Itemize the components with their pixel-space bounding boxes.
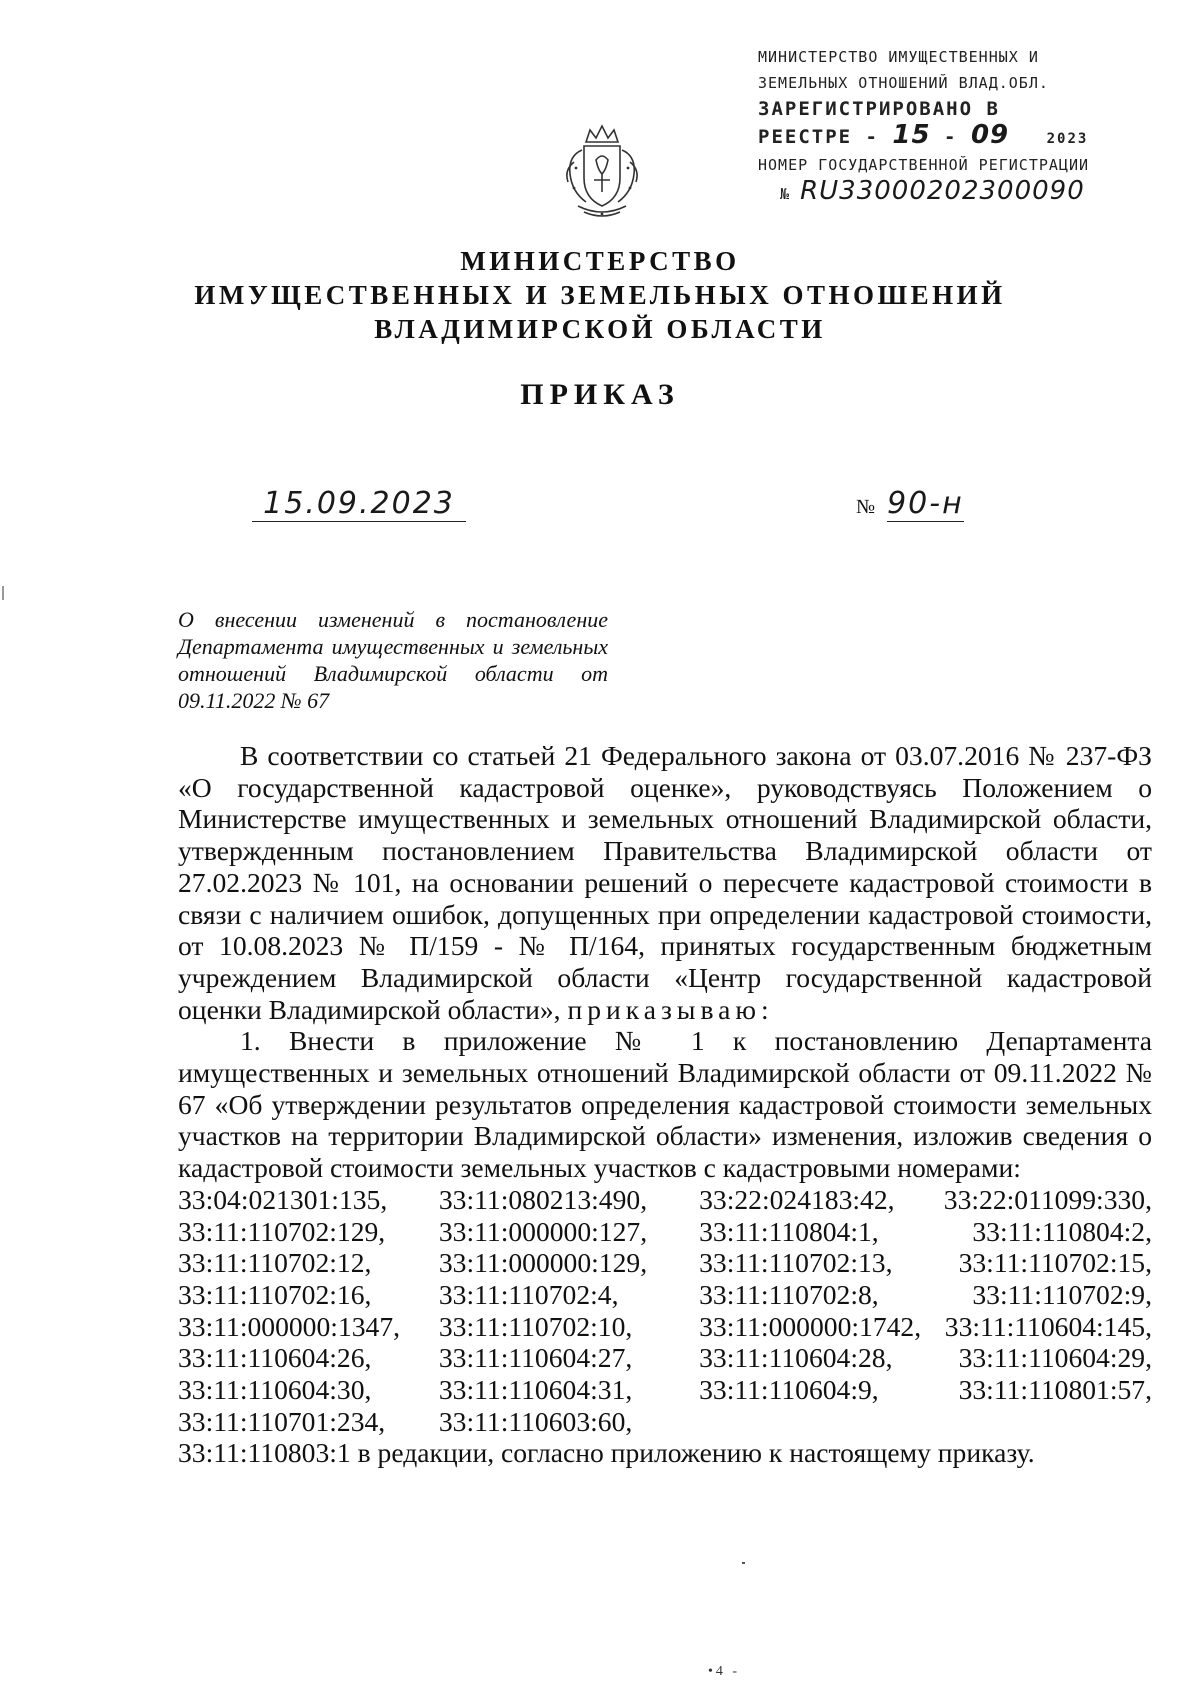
cadastral-number: 33:11:110801:57,: [958, 1374, 1152, 1406]
cadastral-number: 33:11:110604:30,: [178, 1374, 372, 1406]
cadastral-number: 33:11:080213:490,: [438, 1183, 648, 1215]
cadastral-number: 33:11:110702:4,: [438, 1278, 619, 1310]
cadastral-number: 33:11:110603:60,: [438, 1405, 633, 1437]
stamp-line-4: РЕЕСТРЕ - 15 - 09 2023: [758, 120, 1089, 150]
cadastral-number: 33:11:110604:29,: [958, 1342, 1152, 1374]
stamp-reg-number-row: [758, 178, 1098, 207]
cadastral-number: 33:11:000000:1742,: [699, 1310, 922, 1342]
stamp-line-1: МИНИСТЕРСТВО ИМУЩЕСТВЕННЫХ И: [758, 48, 1039, 66]
ministry-line-3: ВЛАДИМИРСКОЙ ОБЛАСТИ: [374, 314, 826, 344]
page-mark: •4 -: [708, 1664, 741, 1679]
order-body: [178, 740, 1152, 1469]
cadastral-number: 33:11:110804:1,: [699, 1215, 879, 1247]
order-number-field: [856, 486, 964, 522]
cadastral-number: 33:11:110604:28,: [699, 1342, 893, 1374]
cadastral-number: 33:11:110604:9,: [699, 1374, 879, 1406]
stamp-registry-prefix: РЕЕСТРЕ -: [758, 126, 879, 148]
cadastral-number: 33:11:110702:8,: [699, 1278, 879, 1310]
ministry-line-1: МИНИСТЕРСТВО: [460, 246, 740, 276]
cadastral-number: 33:04:021301:135,: [178, 1183, 388, 1215]
prikazyvayu-word: приказываю:: [567, 993, 774, 1025]
cadastral-number: 33:11:110702:16,: [178, 1278, 372, 1310]
stamp-reg-number: RU33000202300090: [800, 176, 1085, 206]
cadastral-number: 33:11:110804:2,: [972, 1215, 1152, 1247]
order-title: ПРИКАЗ: [520, 378, 680, 411]
cadastral-number: 33:11:000000:1347,: [178, 1310, 401, 1342]
cadastral-number: 33:11:110702:13,: [699, 1247, 893, 1279]
cadastral-number: 33:11:000000:127,: [438, 1215, 648, 1247]
body-paragraph-2-end: 33:11:110803:1 в редакции, согласно приложению к настоящему приказу.: [178, 1437, 1035, 1469]
stamp-line-2: ЗЕМЕЛЬНЫХ ОТНОШЕНИЙ ВЛАД.ОБЛ.: [758, 74, 1049, 92]
cadastral-number: 33:11:110702:129,: [178, 1215, 386, 1247]
cadastral-number: 33:11:110702:12,: [178, 1247, 372, 1279]
coat-of-arms-icon: [556, 122, 648, 222]
order-date-field: [252, 486, 466, 522]
body-paragraph-2: 1. Внести в приложение № 1 к постановлению Департамента имущественных и земельных отношений Владимирской области от 09.11.2022 № 67 «Об утверждении результатов определения кадастровой стоимости земельных участков на территории Владимирской области» изменения, изложив сведения о кадастровой стоимости земельных участков с кадастровыми номерами:: [178, 1025, 1152, 1184]
order-date: 15.09.2023: [263, 486, 455, 521]
stamp-day: 15: [892, 120, 931, 150]
cadastral-numbers-list: [178, 1184, 1152, 1438]
body-paragraph-1: В соответствии со статьей 21 Федерального закона от 03.07.2016 № 237-ФЗ «О государственной кадастровой оценке», руководствуясь Положением о Министерстве имущественных и земельных отношений Владимирской области, утвержденным постановлением Правительства Владимирской области от 27.02.2023 № 101, на основании решений о пересчете кадастровой стоимости в связи с наличием ошибок, допущенных при определении кадастровой стоимости, от 10.08.2023 № П/159 - № П/164, принятых государственным бюджетным учреждением Владимирской области «Центр государственной кадастровой оценки Владимирской области», приказываю:: [178, 740, 1152, 1025]
cadastral-number: 33:22:024183:42,: [699, 1183, 895, 1215]
order-number: 90-н: [887, 486, 964, 521]
cadastral-number: 33:11:110604:26,: [178, 1342, 372, 1374]
cadastral-number: 33:11:110701:234,: [178, 1405, 386, 1437]
order-number-label: №: [856, 496, 876, 518]
stamp-line-3: ЗАРЕГИСТРИРОВАНО В: [758, 98, 1000, 120]
cadastral-number: 33:11:110702:15,: [958, 1247, 1152, 1279]
cadastral-number: 33:11:110702:10,: [438, 1310, 633, 1342]
cadastral-number: 33:11:110604:31,: [438, 1374, 633, 1406]
scan-speck: [742, 1562, 745, 1564]
ministry-line-2: ИМУЩЕСТВЕННЫХ И ЗЕМЕЛЬНЫХ ОТНОШЕНИЙ: [194, 280, 1006, 310]
ministry-heading: [0, 244, 1200, 346]
registration-stamp: [758, 44, 1098, 207]
stamp-reg-prefix: №: [780, 185, 791, 203]
cadastral-number: 33:22:011099:330,: [943, 1183, 1152, 1215]
stamp-line-5: НОМЕР ГОСУДАРСТВЕННОЙ РЕГИСТРАЦИИ: [758, 156, 1090, 174]
cadastral-number: 33:11:110702:9,: [972, 1278, 1152, 1310]
cadastral-number: 33:11:110604:27,: [438, 1342, 633, 1374]
cadastral-number: 33:11:000000:129,: [438, 1247, 648, 1279]
stamp-month: 09: [970, 120, 1010, 150]
order-subject: О внесении изменений в постановление Департамента имущественных и земельных отношений Владимирской области от 09.11.2022 № 67: [178, 607, 608, 713]
stamp-year: 2023: [1046, 131, 1089, 147]
cadastral-number: 33:11:110604:145,: [944, 1310, 1152, 1342]
scan-edge-mark: [2, 586, 4, 600]
